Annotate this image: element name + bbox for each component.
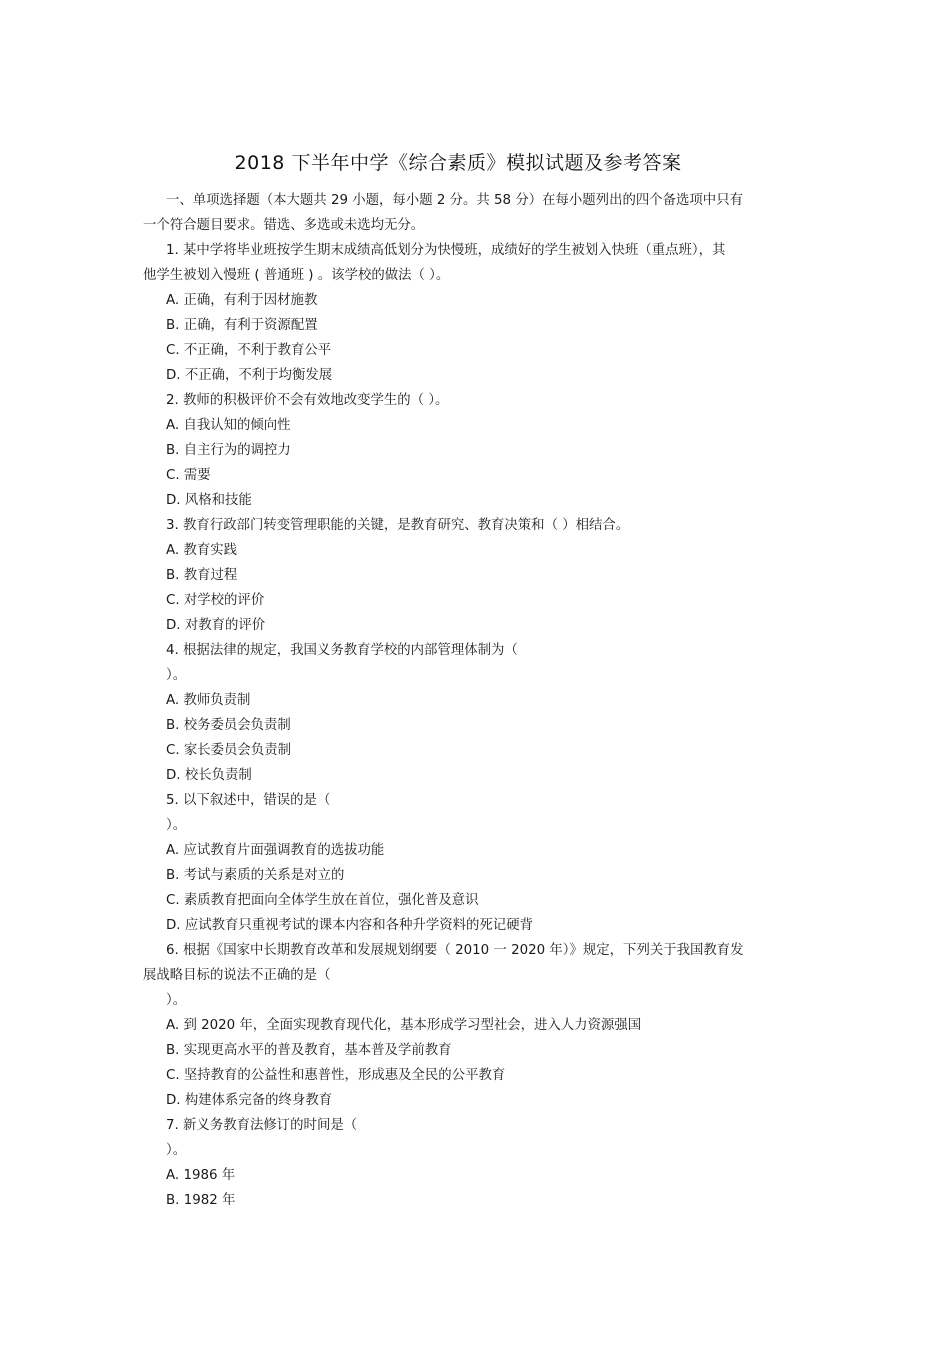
- text-line: 2. 教师的积极评价不会有效地改变学生的（ ）。: [166, 393, 449, 408]
- text-line: B. 教育过程: [166, 568, 238, 583]
- text-line: 一个符合题目要求。错选、多选或未选均无分。: [143, 218, 425, 233]
- text-line: D. 风格和技能: [166, 493, 252, 508]
- text-line: A. 教育实践: [166, 543, 237, 558]
- document-body: [143, 188, 793, 1213]
- text-line: A. 自我认知的倾向性: [166, 418, 291, 433]
- text-line: 4. 根据法律的规定，我国义务教育学校的内部管理体制为（: [166, 643, 518, 658]
- text-line: C. 需要: [166, 468, 211, 483]
- text-line: B. 自主行为的调控力: [166, 443, 291, 458]
- text-line: 展战略目标的说法不正确的是（: [143, 968, 331, 983]
- document-title: 2018 下半年中学《综合素质》模拟试题及参考答案: [234, 152, 682, 174]
- text-line: 他学生被划入慢班 ( 普通班 ) 。该学校的做法（ ）。: [143, 268, 450, 283]
- text-line: 一、单项选择题（本大题共 29 小题，每小题 2 分。共 58 分）在每小题列出的四个备选项中只有: [166, 193, 743, 208]
- text-line: B. 正确，有利于资源配置: [166, 318, 318, 333]
- text-line: A. 教师负责制: [166, 693, 251, 708]
- text-line: D. 对教育的评价: [166, 618, 266, 633]
- text-line: D. 构建体系完备的终身教育: [166, 1093, 333, 1108]
- text-line: B. 考试与素质的关系是对立的: [166, 868, 345, 883]
- text-line: 6. 根据《国家中长期教育改革和发展规划纲要（ 2010 一 2020 年）》规定，下列关于我国教育发: [166, 943, 744, 958]
- text-line: 1. 某中学将毕业班按学生期末成绩高低划分为快慢班，成绩好的学生被划入快班（重点班），其: [166, 243, 726, 258]
- text-line: 5. 以下叙述中，错误的是（: [166, 793, 331, 808]
- text-line: D. 应试教育只重视考试的课本内容和各种升学资料的死记硬背: [166, 918, 533, 933]
- text-line: B. 实现更高水平的普及教育，基本普及学前教育: [166, 1043, 452, 1058]
- text-line: D. 不正确，不利于均衡发展: [166, 368, 333, 383]
- text-line: A. 1986 年: [166, 1168, 236, 1183]
- text-line: A. 应试教育片面强调教育的选拔功能: [166, 843, 385, 858]
- text-line: C. 家长委员会负责制: [166, 743, 291, 758]
- text-line: D. 校长负责制: [166, 768, 252, 783]
- text-line: B. 校务委员会负责制: [166, 718, 291, 733]
- text-line: C. 对学校的评价: [166, 593, 265, 608]
- text-line: C. 不正确，不利于教育公平: [166, 343, 332, 358]
- text-line: C. 素质教育把面向全体学生放在首位，强化普及意识: [166, 893, 479, 908]
- text-line: C. 坚持教育的公益性和惠普性，形成惠及全民的公平教育: [166, 1068, 506, 1083]
- text-line: 3. 教育行政部门转变管理职能的关键，是教育研究、教育决策和（ ）相结合。: [166, 518, 630, 533]
- text-line: A. 正确，有利于因材施教: [166, 293, 318, 308]
- text-line: B. 1982 年: [166, 1193, 236, 1208]
- text-line: ）。: [166, 1143, 187, 1158]
- text-line: ）。: [166, 993, 187, 1008]
- text-line: A. 到 2020 年，全面实现教育现代化，基本形成学习型社会，进入人力资源强国: [166, 1018, 642, 1033]
- text-line: 7. 新义务教育法修订的时间是（: [166, 1118, 358, 1133]
- text-line: ）。: [166, 668, 187, 683]
- text-line: ）。: [166, 818, 187, 833]
